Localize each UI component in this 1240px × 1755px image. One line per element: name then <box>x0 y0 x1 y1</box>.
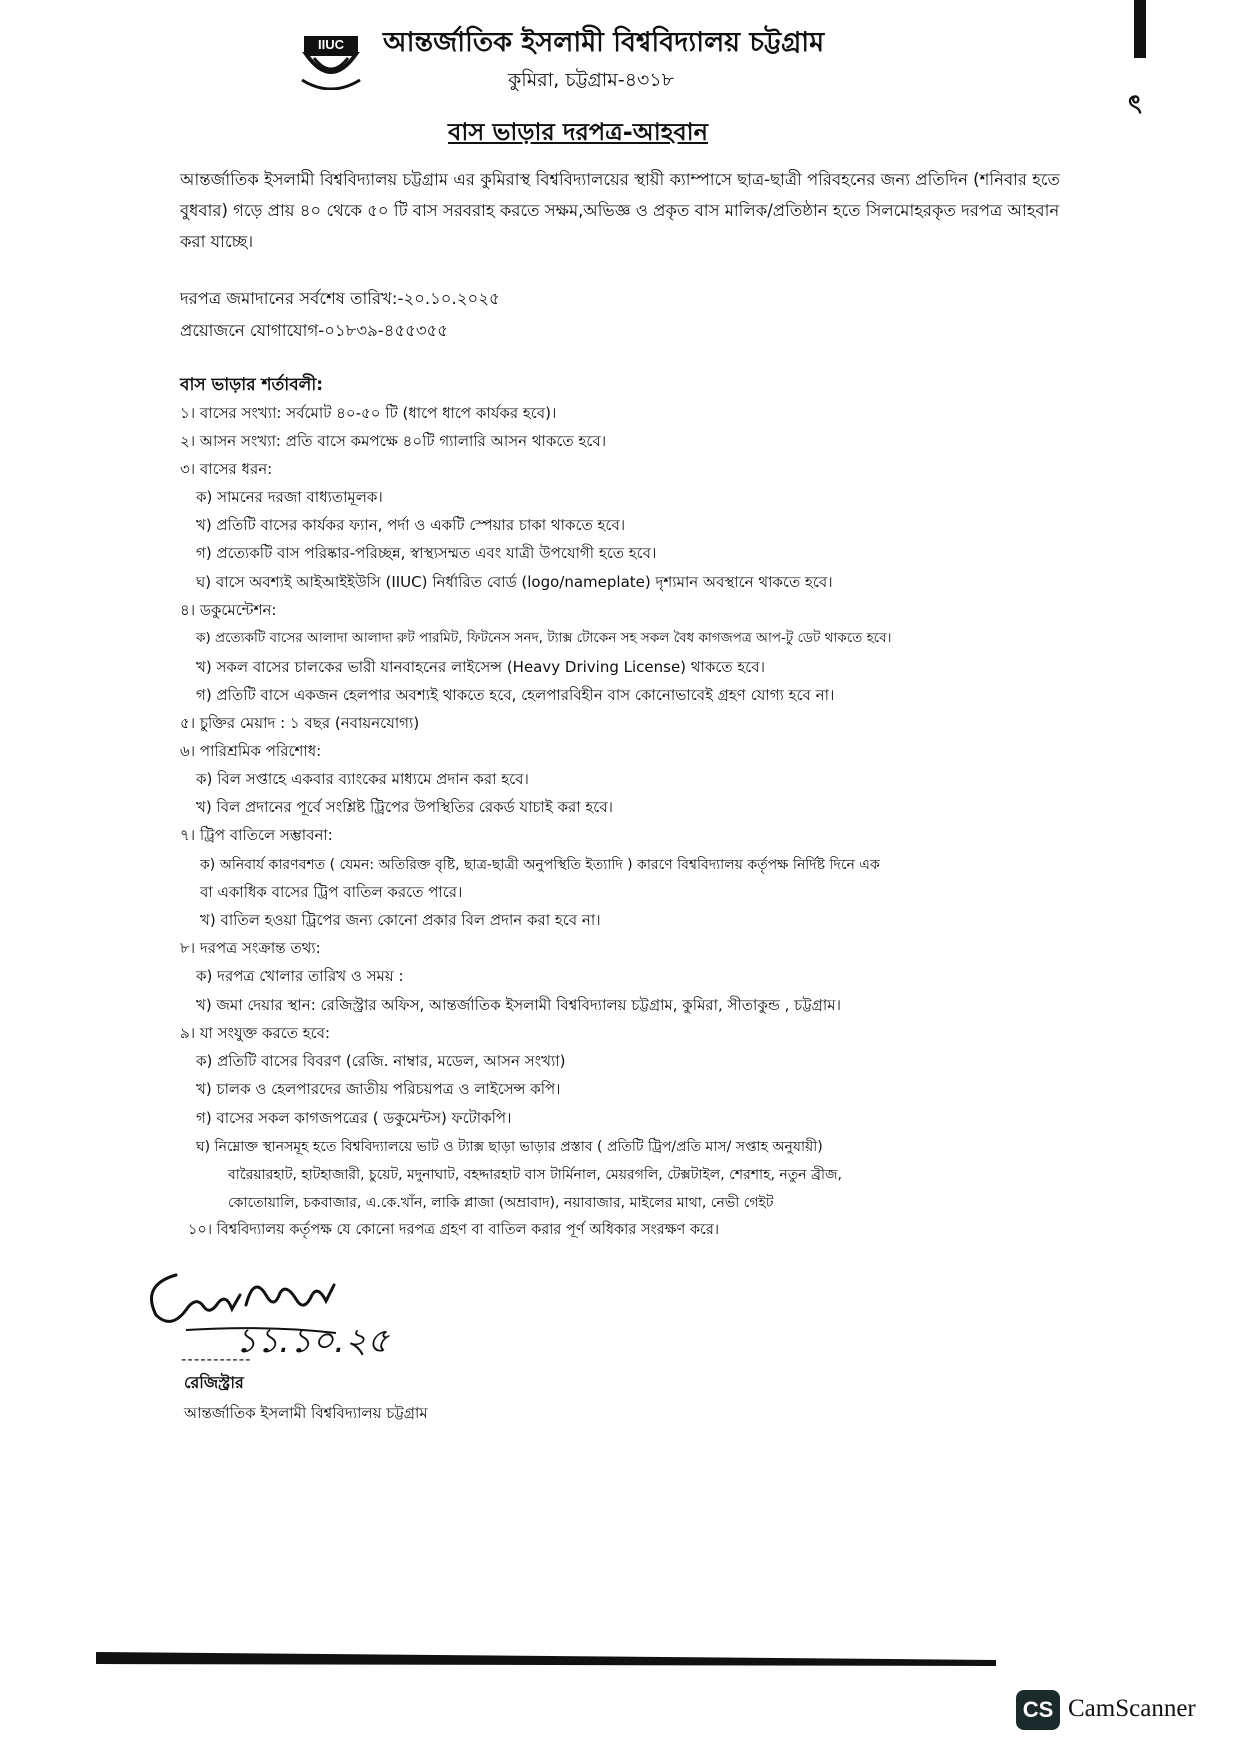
term-6: ৬। পারিশ্রমিক পরিশোধ: <box>180 742 322 760</box>
term-7a: ক) অনিবার্য কারণবশত ( যেমন: অতিরিক্ত বৃষ্টি, ছাত্র-ছাত্রী অনুপস্থিতি ইত্যাদি ) কারণে বিশ্ববিদ্যালয় কর্তৃপক্ষ নির্দিষ্ট দিনে এক <box>200 857 880 873</box>
term-9: ৯। যা সংযুক্ত করতে হবে: <box>180 1024 331 1042</box>
term-9b: খ) চালক ও হেলপারদের জাতীয় পরিচয়পত্র ও লাইসেন্স কপি। <box>196 1080 561 1098</box>
university-name: আন্তর্জাতিক ইসলামী বিশ্ববিদ্যালয় চট্টগ্রাম <box>383 27 825 58</box>
term-8b: খ) জমা দেয়ার স্থান: রেজিস্ট্রার অফিস, আন্তর্জাতিক ইসলামী বিশ্ববিদ্যালয় চট্টগ্রাম, কুমিরা, সীতাকুন্ড , চট্টগ্রাম। <box>196 996 841 1014</box>
camscanner-watermark: CamScanner <box>1068 1695 1196 1722</box>
registrar-designation: রেজিস্ট্রার <box>184 1373 244 1392</box>
term-3d: ঘ) বাসে অবশ্যই আইআইইউসি (IIUC) নির্ধারিত বোর্ড (logo/nameplate) দৃশ্যমান অবস্থানে থাকতে হবে। <box>196 573 833 591</box>
term-6b: খ) বিল প্রদানের পূর্বে সংশ্লিষ্ট ট্রিপের উপস্থিতির রেকর্ড যাচাই করা হবে। <box>196 798 613 816</box>
term-4b: খ) সকল বাসের চালকের ভারী যানবাহনের লাইসেন্স (Heavy Driving License) থাকতে হবে। <box>196 658 766 676</box>
signature-line: ----------- <box>181 1350 252 1368</box>
intro-paragraph: আন্তর্জাতিক ইসলামী বিশ্ববিদ্যালয় চট্টগ্রাম এর কুমিরাস্থ বিশ্ববিদ্যালয়ের স্থায়ী ক্যাম্পাসে ছাত্র-ছাত্রী পরিবহনের জন্য প্রতিদিন (শনিবার হতে বুধবার) গড়ে প্রায় ৪০ থেকে ৫০ টি বাস সরবরাহ করতে সক্ষম,অভিজ্ঞ ও প্রকৃত বাস মালিক/প্রতিষ্ঠান হতে সিলমোহরকৃত দরপত্র আহবান করা যাচ্ছে। <box>180 170 1060 251</box>
term-2: ২। আসন সংখ্যা: প্রতি বাসে কমপক্ষে ৪০টি গ্যালারি আসন থাকতে হবে। <box>180 432 607 450</box>
university-address: কুমিরা, চট্টগ্রাম-৪৩১৮ <box>508 69 675 91</box>
term-4c: গ) প্রতিটি বাসে একজন হেলপার অবশ্যই থাকতে হবে, হেলপারবিহীন বাস কোনোভাবেই গ্রহণ যোগ্য হবে না। <box>196 686 835 704</box>
term-6a: ক) বিল সপ্তাহে একবার ব্যাংকের মাধ্যমে প্রদান করা হবে। <box>196 770 529 788</box>
scan-edge-shadow <box>1134 0 1146 58</box>
term-9d-locations-2: কোতোয়ালি, চকবাজার, এ.কে.খাঁন, লাকি প্লাজা (অম্রাবাদ), নয়াবাজার, মাইলের মাথা, নেভী গেইট <box>228 1195 774 1211</box>
term-9c: গ) বাসের সকল কাগজপত্রের ( ডকুমেন্টস) ফটোকপি। <box>196 1109 512 1127</box>
svg-text:IIUC: IIUC <box>318 37 344 52</box>
scan-bottom-edge <box>96 1648 996 1666</box>
term-4: ৪। ডকুমেন্টেশন: <box>180 601 277 619</box>
term-10: ১০। বিশ্ববিদ্যালয় কর্তৃপক্ষ যে কোনো দরপত্র গ্রহণ বা বাতিল করার পূর্ণ অধিকার সংরক্ষণ করে। <box>188 1222 720 1238</box>
term-7b: খ) বাতিল হওয়া ট্রিপের জন্য কোনো প্রকার বিল প্রদান করা হবে না। <box>200 911 601 929</box>
term-9d-locations-1: বারৈয়ারহাট, হাটহাজারী, চুয়েট, মদুনাঘাট, বহদ্দারহাট বাস টার্মিনাল, মেয়রগলি, টেক্সটাইল, শেরশাহ, নতুন ব্রীজ, <box>228 1167 842 1183</box>
term-8a: ক) দরপত্র খোলার তারিখ ও সময় : <box>196 967 404 985</box>
registrar-organization: আন্তর্জাতিক ইসলামী বিশ্ববিদ্যালয় চট্টগ্রাম <box>184 1404 428 1422</box>
term-7a-cont: বা একাধিক বাসের ট্রিপ বাতিল করতে পারে। <box>200 883 463 901</box>
term-9d: ঘ) নিম্নোক্ত স্থানসমূহ হতে বিশ্ববিদ্যালয়ে ভাট ও ট্যাক্স ছাড়া ভাড়ার প্রস্তাব ( প্রতিটি ট্রিপ/প্রতি মাস/ সপ্তাহ অনুযায়ী) <box>196 1139 823 1155</box>
signature-date: ১১.১০.২৫ <box>235 1321 390 1361</box>
term-3b: খ) প্রতিটি বাসের কার্যকর ফ্যান, পর্দা ও একটি স্পেয়ার চাকা থাকতে হবে। <box>196 516 626 534</box>
term-8: ৮। দরপত্র সংক্রান্ত তথ্য: <box>180 939 321 957</box>
term-7: ৭। ট্রিপ বাতিলে সম্ভাবনা: <box>180 826 333 844</box>
term-1: ১। বাসের সংখ্যা: সর্বমোট ৪০-৫০ টি (ধাপে ধাপে কার্যকর হবে)। <box>180 404 557 422</box>
term-3a: ক) সামনের দরজা বাধ্যতামূলক। <box>196 488 383 506</box>
term-9a: ক) প্রতিটি বাসের বিবরণ (রেজি. নাম্বার, মডেল, আসন সংখ্যা) <box>196 1052 566 1070</box>
terms-heading: বাস ভাড়ার শর্তাবলী: <box>180 375 324 395</box>
document-title: বাস ভাড়ার দরপত্র-আহবান <box>448 118 708 146</box>
contact-line: প্রয়োজনে যোগাযোগ-০১৮৩৯-৪৫৫৩৫৫ <box>180 321 449 340</box>
term-3: ৩। বাসের ধরন: <box>180 460 273 478</box>
iiuc-logo-icon <box>300 32 362 90</box>
term-5: ৫। চুক্তির মেয়াদ : ১ বছর (নবায়নযোগ্য) <box>180 714 420 732</box>
term-3c: গ) প্রত্যেকটি বাস পরিষ্কার-পরিচ্ছন্ন, স্বাস্থ্যসম্মত এবং যাত্রী উপযোগী হতে হবে। <box>196 544 657 562</box>
scan-edge-mark: ৎ <box>1128 90 1142 120</box>
camscanner-logo-icon: CS <box>1016 1690 1060 1730</box>
deadline-line: দরপত্র জমাদানের সর্বশেষ তারিখ:-২০.১০.২০২৫ <box>180 289 500 308</box>
term-4a: ক) প্রত্যেকটি বাসের আলাদা আলাদা রুট পারমিট, ফিটনেস সনদ, ট্যাক্স টোকেন সহ সকল বৈধ কাগজপত্র আপ-টু ডেট থাকতে হবে। <box>196 630 892 646</box>
